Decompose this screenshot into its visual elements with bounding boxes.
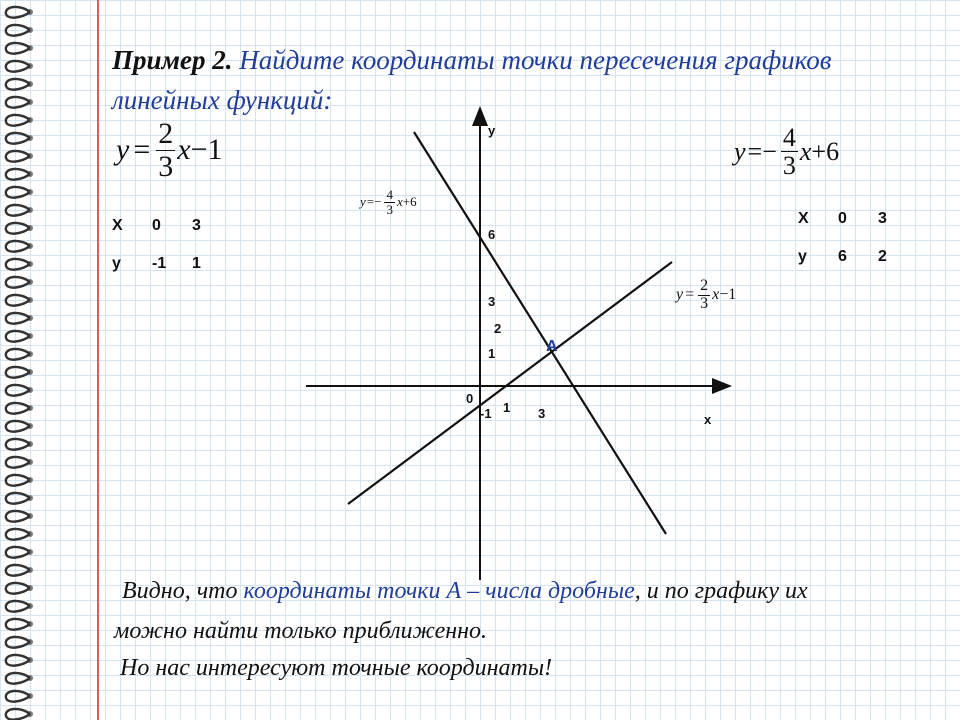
table-row-x: X 0 3 — [112, 217, 201, 234]
fraction: $\frac{4}{3}$ — [386, 187, 393, 217]
origin-label: 0 — [466, 391, 474, 406]
equation-right: y =− $\frac{4}{3}$ x +6 — [734, 123, 840, 181]
example-label: Пример 2. — [112, 45, 233, 75]
highlighted-phrase: координаты точки А – числа дробные — [243, 578, 635, 604]
conclusion-line-3: Но нас интересуют точные координаты! — [120, 655, 553, 681]
fraction: $\frac{2}{3}$ — [158, 117, 174, 183]
fraction: $\frac{4}{3}$ — [782, 123, 796, 181]
y-tick-6: 6 — [488, 227, 496, 242]
y-tick-2: 2 — [494, 321, 502, 336]
point-a-label: A — [546, 338, 558, 355]
line-y-minus-4-3x-plus-6 — [414, 132, 666, 534]
x-tick-1: 1 — [503, 400, 511, 415]
graph-label-line1: y = $\frac{2}{3}$ x −1 — [676, 277, 737, 312]
task-text: Найдите координаты точки пересечения графиков линейных функций: — [112, 45, 832, 115]
conclusion-line-1: Видно, что координаты точки А – числа дробные, и по графику их — [122, 578, 808, 604]
y-tick-1: 1 — [488, 346, 496, 361]
y-axis-label: y — [488, 123, 496, 138]
y-tick-3: 3 — [488, 294, 496, 309]
conclusion-line-2: можно найти только приближенно. — [114, 618, 488, 644]
fraction: $\frac{2}{3}$ — [700, 277, 709, 312]
table-row-y: y 6 2 — [798, 248, 887, 265]
equation-left: y = $\frac{2}{3}$ x −1 — [116, 117, 223, 183]
x-axis-label: x — [704, 412, 712, 427]
x-tick-3: 3 — [538, 406, 546, 421]
graph-label-line2: y =− $\frac{4}{3}$ x +6 — [360, 187, 417, 217]
table-row-y: y -1 1 — [112, 255, 201, 272]
table-row-x: X 0 3 — [798, 210, 887, 227]
x-tick-minus-1: -1 — [480, 406, 492, 421]
